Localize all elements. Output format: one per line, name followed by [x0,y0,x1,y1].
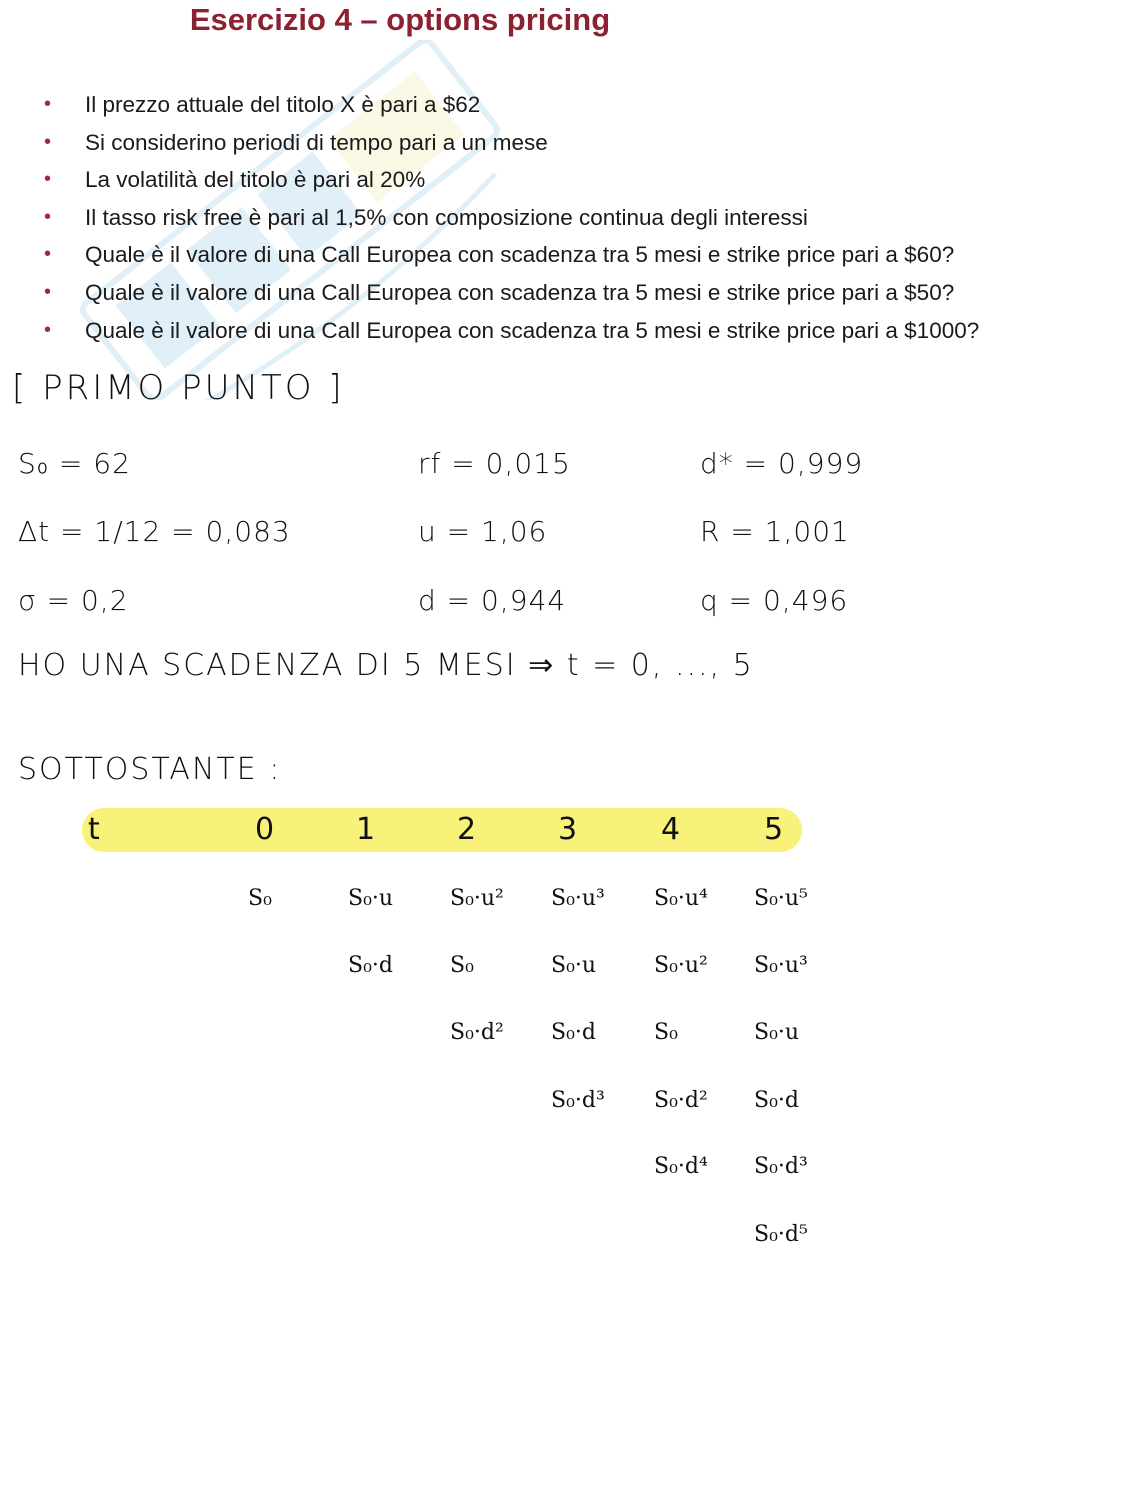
timeline-period: 2 [457,812,477,847]
tree-node: S₀·u³ [754,953,808,978]
tree-node: S₀·d² [450,1020,504,1045]
bullet-item: • Si considerino periodi di tempo pari a un mese [44,124,979,162]
tree-node: S₀·u [348,886,394,911]
bullet-item: • Il prezzo attuale del titolo X è pari a $62 [44,86,979,124]
tree-node: S₀·u⁴ [654,886,708,911]
tree-node: S₀·u [551,953,597,978]
bullet-item: • La volatilità del titolo è pari al 20% [44,161,979,199]
tree-node: S₀·d [754,1088,799,1113]
param-R: R = 1,001 [700,515,850,548]
tree-node: S₀·u [754,1020,800,1045]
tree-node: S₀·d [348,953,393,978]
timeline-period: 5 [764,812,784,847]
tree-node: S₀·d⁵ [754,1222,808,1247]
timeline-period: 0 [255,812,275,847]
timeline-period: 4 [661,812,681,847]
tree-node: S₀·u² [654,953,708,978]
tree-node: S₀·d⁴ [654,1154,708,1179]
bullet-item: • Quale è il valore di una Call Europea con scadenza tra 5 mesi e strike price pari a $1000? [44,312,979,350]
param-rf: rf = 0,015 [418,447,571,480]
param-s0: S₀ = 62 [18,447,131,480]
tree-node: S₀·u² [450,886,504,911]
param-d: d = 0,944 [418,584,567,617]
timeline-highlight [82,808,802,852]
tree-node: S₀·u³ [551,886,605,911]
timeline-period: 1 [356,812,376,847]
param-u: u = 1,06 [418,515,548,548]
param-sigma: σ = 0,2 [18,584,129,617]
bullet-item: • Quale è il valore di una Call Europea con scadenza tra 5 mesi e strike price pari a $50? [44,274,979,312]
bullet-item: • Il tasso risk free è pari al 1,5% con composizione continua degli interessi [44,199,979,237]
page-title: Esercizio 4 – options pricing [189,2,611,37]
timeline-period: 3 [558,812,578,847]
param-q: q = 0,496 [700,584,849,617]
maturity-line: HO UNA SCADENZA DI 5 MESI ⇒ t = 0, ..., 5 [18,648,754,683]
tree-node: S₀·d³ [551,1088,605,1113]
bullet-item: • Quale è il valore di una Call Europea con scadenza tra 5 mesi e strike price pari a $60? [44,236,979,274]
tree-node: S₀·d² [654,1088,708,1113]
tree-node: S₀ [248,886,272,911]
tree-node: S₀ [654,1020,678,1045]
tree-node: S₀·d³ [754,1154,808,1179]
tree-node: S₀ [450,953,474,978]
timeline-t-label: t [88,812,100,847]
exercise-bullet-list [44,86,979,349]
param-dt: Δt = 1/12 = 0,083 [18,515,291,548]
tree-node: S₀·d [551,1020,596,1045]
param-dstar: d* = 0,999 [700,447,864,480]
tree-node: S₀·u⁵ [754,886,808,911]
underlying-label: SOTTOSTANTE : [18,752,282,787]
section-title: [ PRIMO PUNTO ] [12,368,345,408]
